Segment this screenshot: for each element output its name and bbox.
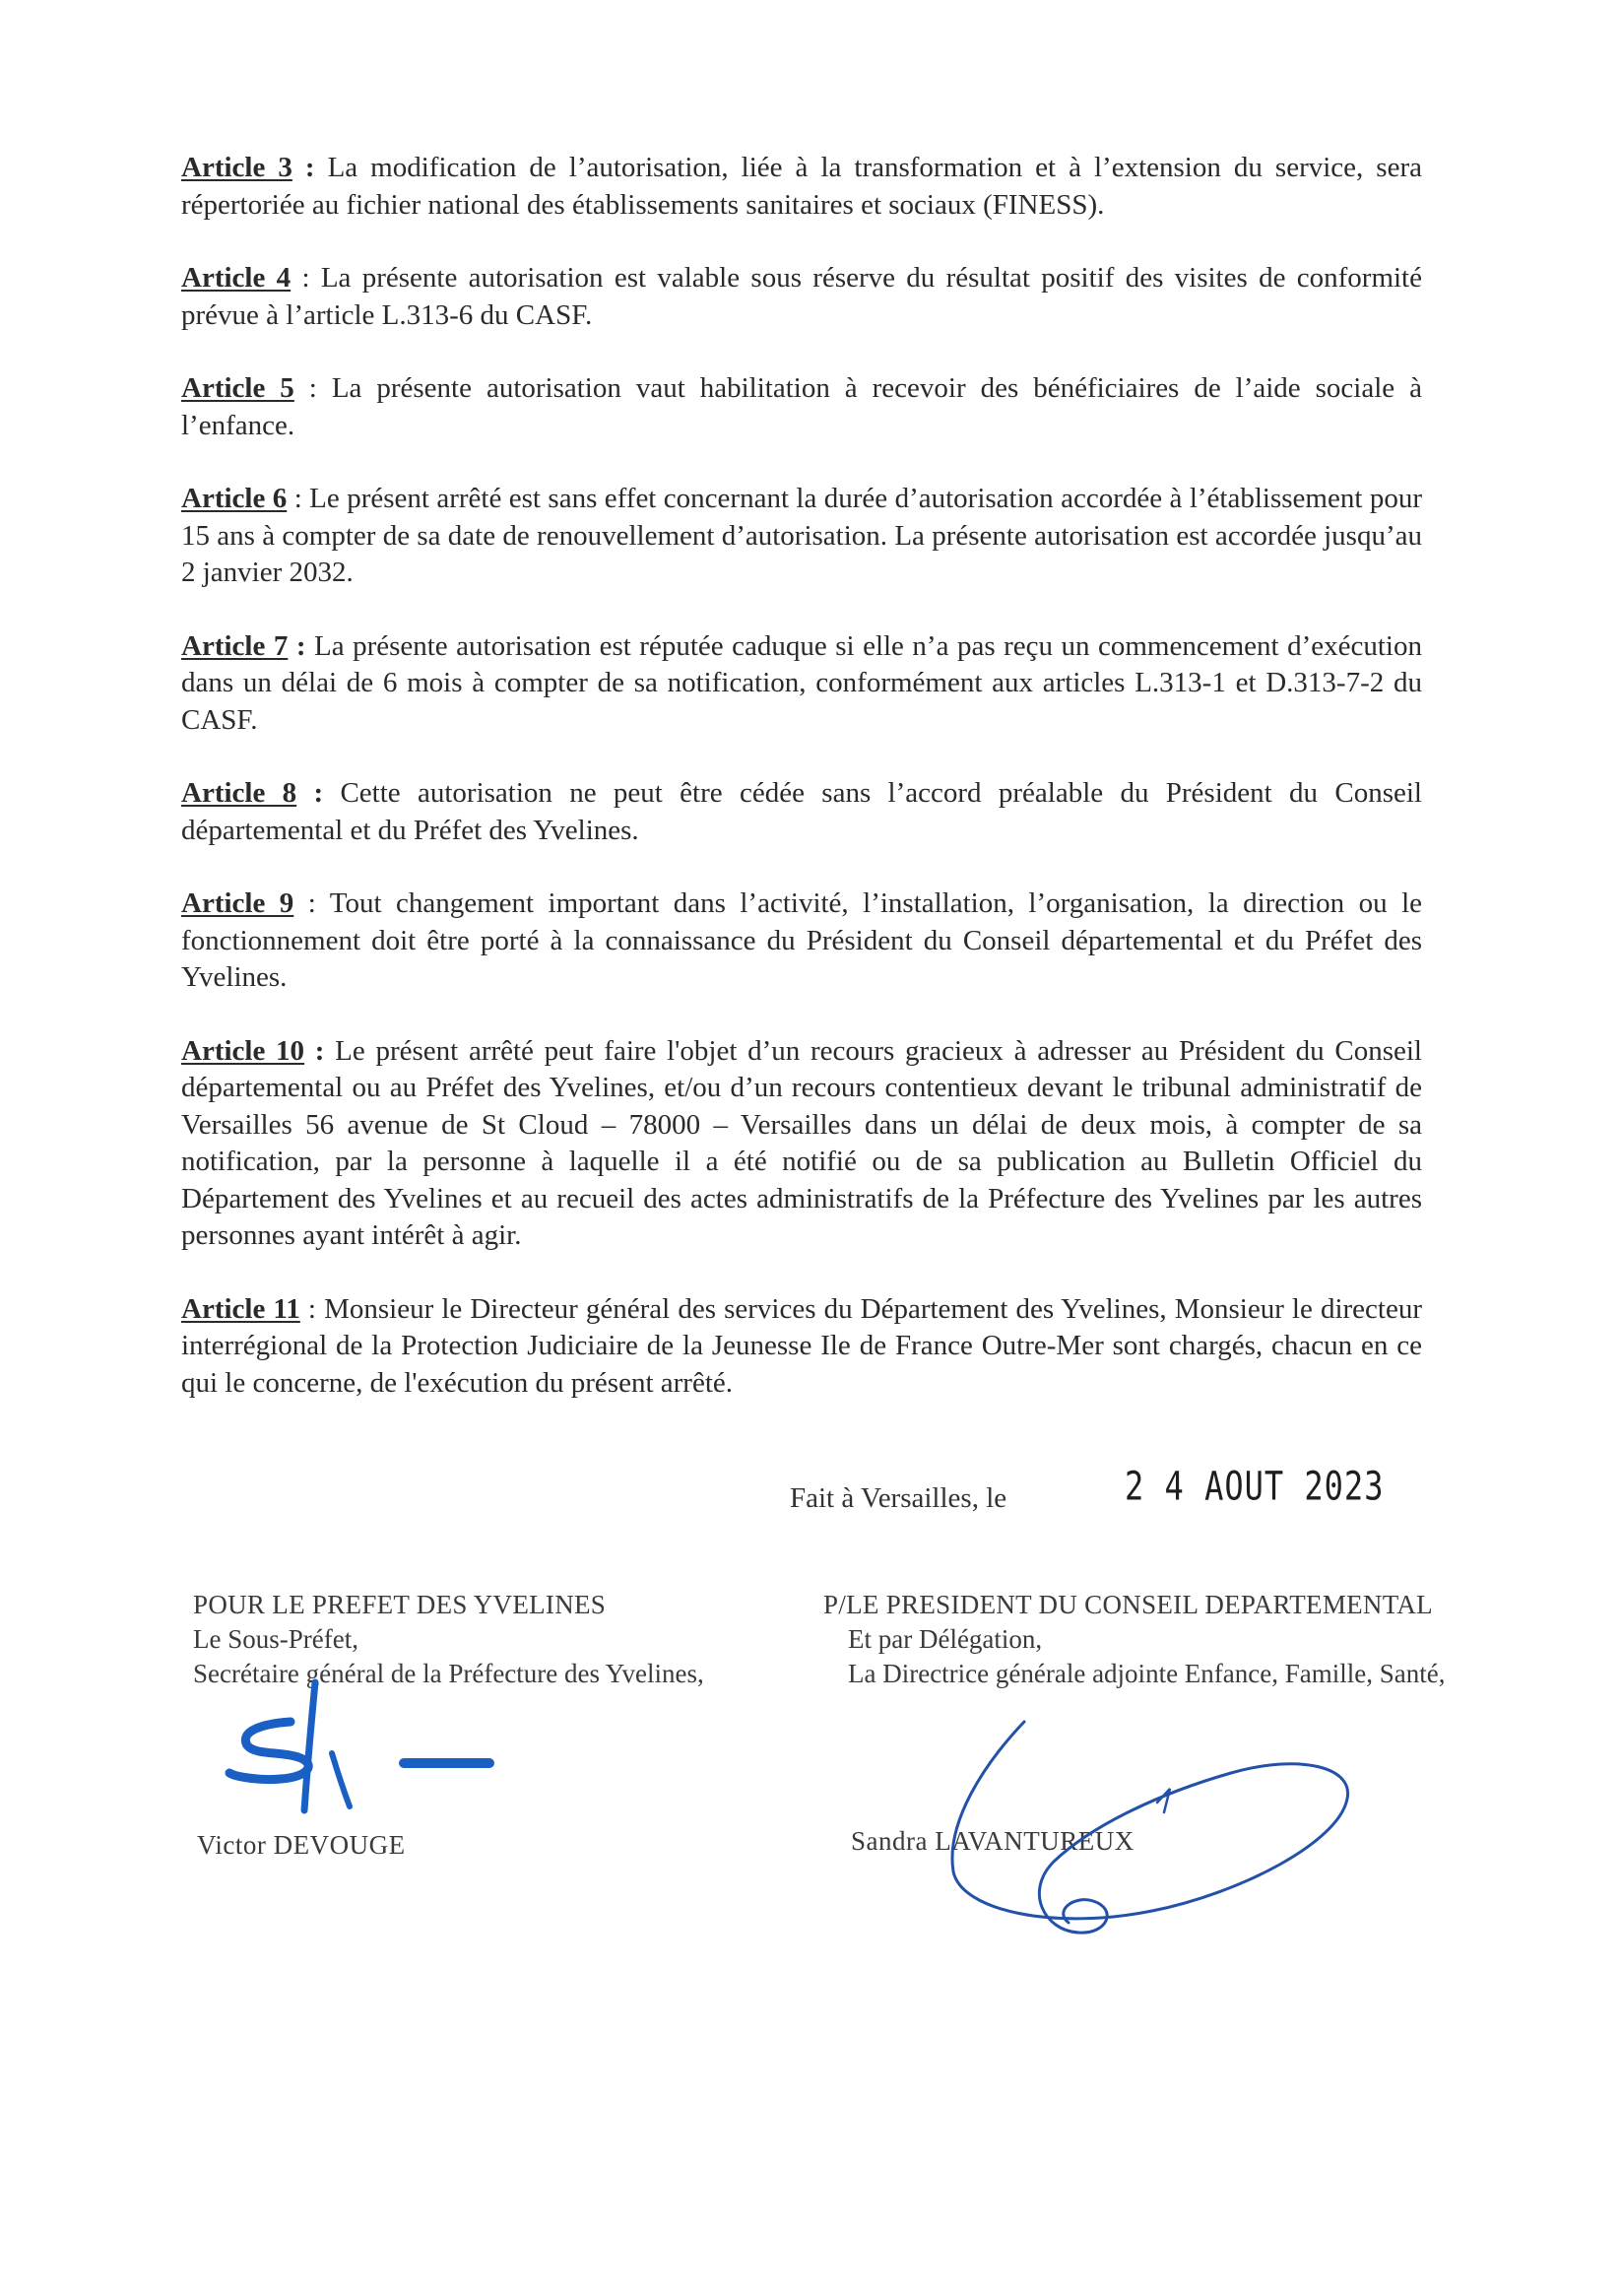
article-separator: : [288,629,306,662]
article-separator: : [291,262,310,294]
signatory-role: Le Sous-Préfet, [193,1624,358,1654]
signer-name-left: Victor DEVOUGE [197,1830,406,1860]
article-9 [181,886,1422,997]
article-3 [181,150,1422,224]
done-at-place: Fait à Versailles, le [790,1482,1007,1514]
article-text: Tout changement important dans l’activité, l’installation, l’organisation, la direction ou le fonctionnement doit être porté à la connaissance du Président du Conseil départemental et du Préfet des Yvelines. [181,887,1423,993]
signatory-title: La Directrice générale adjointe Enfance, Famille, Santé, [848,1659,1446,1688]
article-10 [181,1033,1422,1255]
article-number: Article 9 [181,887,294,919]
article-6 [181,481,1422,592]
signer-name-right: Sandra LAVANTUREUX [851,1826,1135,1856]
article-text: La modification de l’autorisation, liée à la transformation et à l’extension du service, sera répertoriée au fichier national des établissements sanitaires et sociaux (FINESS). [181,152,1422,221]
signatory-heading: P/LE PRESIDENT DU CONSEIL DEPARTEMENTAL [823,1590,1433,1619]
articles-list [181,150,1422,1438]
article-8 [181,775,1422,849]
article-text: Monsieur le Directeur général des services du Département des Yvelines, Monsieur le directeur interrégional de la Protection Judiciaire de la Jeunesse Ile de France Outre-Mer sont chargés, chacun en ce qui le concerne, de l'exécution du présent arrêté. [181,1292,1422,1399]
article-number: Article 5 [181,372,294,404]
article-7 [181,628,1422,740]
article-text: Cette autorisation ne peut être cédée sans l’accord préalable du Président du Conseil départemental et du Préfet des Yvelines. [181,777,1422,846]
article-11 [181,1291,1422,1403]
article-text: La présente autorisation est réputée caduque si elle n’a pas reçu un commencement d’exécution dans un délai de 6 mois à compter de sa notification, conformément aux articles L.313-1 et D.313-7-2 du CASF. [181,629,1422,736]
article-separator: : [299,1292,316,1325]
article-separator: : [293,372,317,404]
article-number: Article 11 [181,1292,300,1325]
article-4 [181,260,1422,334]
article-separator: : [304,1034,325,1067]
article-text: La présente autorisation vaut habilitation à recevoir des bénéficiaires de l’aide sociale à l’enfance. [181,372,1422,441]
article-text: Le présent arrêté est sans effet concernant la durée d’autorisation accordée à l’établissement pour 15 ans à compter de sa date de renouvellement d’autorisation. La présente autorisation est accordée jusqu’au 2 janvier 2032. [181,483,1422,588]
article-number: Article 3 [181,152,292,183]
article-number: Article 8 [181,777,297,809]
signatory-role: Et par Délégation, [848,1624,1043,1654]
signatory-heading: POUR LE PREFET DES YVELINES [193,1590,607,1619]
article-number: Article 10 [181,1034,305,1067]
article-number: Article 6 [181,483,288,514]
article-separator: : [292,152,315,183]
article-separator: : [287,483,302,514]
article-text: La présente autorisation est valable sous réserve du résultat positif des visites de conformité prévue à l’article L.313-6 du CASF. [181,262,1422,331]
signature-prefect [222,1674,517,1822]
article-5 [181,370,1422,444]
article-separator: : [296,777,324,809]
article-separator: : [293,887,316,919]
article-number: Article 4 [181,262,292,294]
signatory-prefect-block [193,1588,804,1691]
date-stamp: 2 4 AOUT 2023 [1125,1463,1385,1510]
article-number: Article 7 [181,629,289,662]
article-text: Le présent arrêté peut faire l'objet d’un recours gracieux à adresser au Président du Conseil départemental ou au Préfet des Yvelines, et/ou d’un recours contentieux devant le tribunal administratif de Versailles 56 avenue de St Cloud – 78000 – Versailles dans un délai de deux mois, à compter de sa notification, par la personne à laquelle il a été notifié ou de sa publication au Bulletin Officiel du Département des Yvelines et au recueil des actes administratifs de la Préfecture des Yvelines par les autres personnes ayant intérêt à agir. [181,1034,1422,1251]
signatory-president-block [823,1588,1572,1691]
signatory-title: Secrétaire général de la Préfecture des Yvelines, [193,1659,704,1688]
